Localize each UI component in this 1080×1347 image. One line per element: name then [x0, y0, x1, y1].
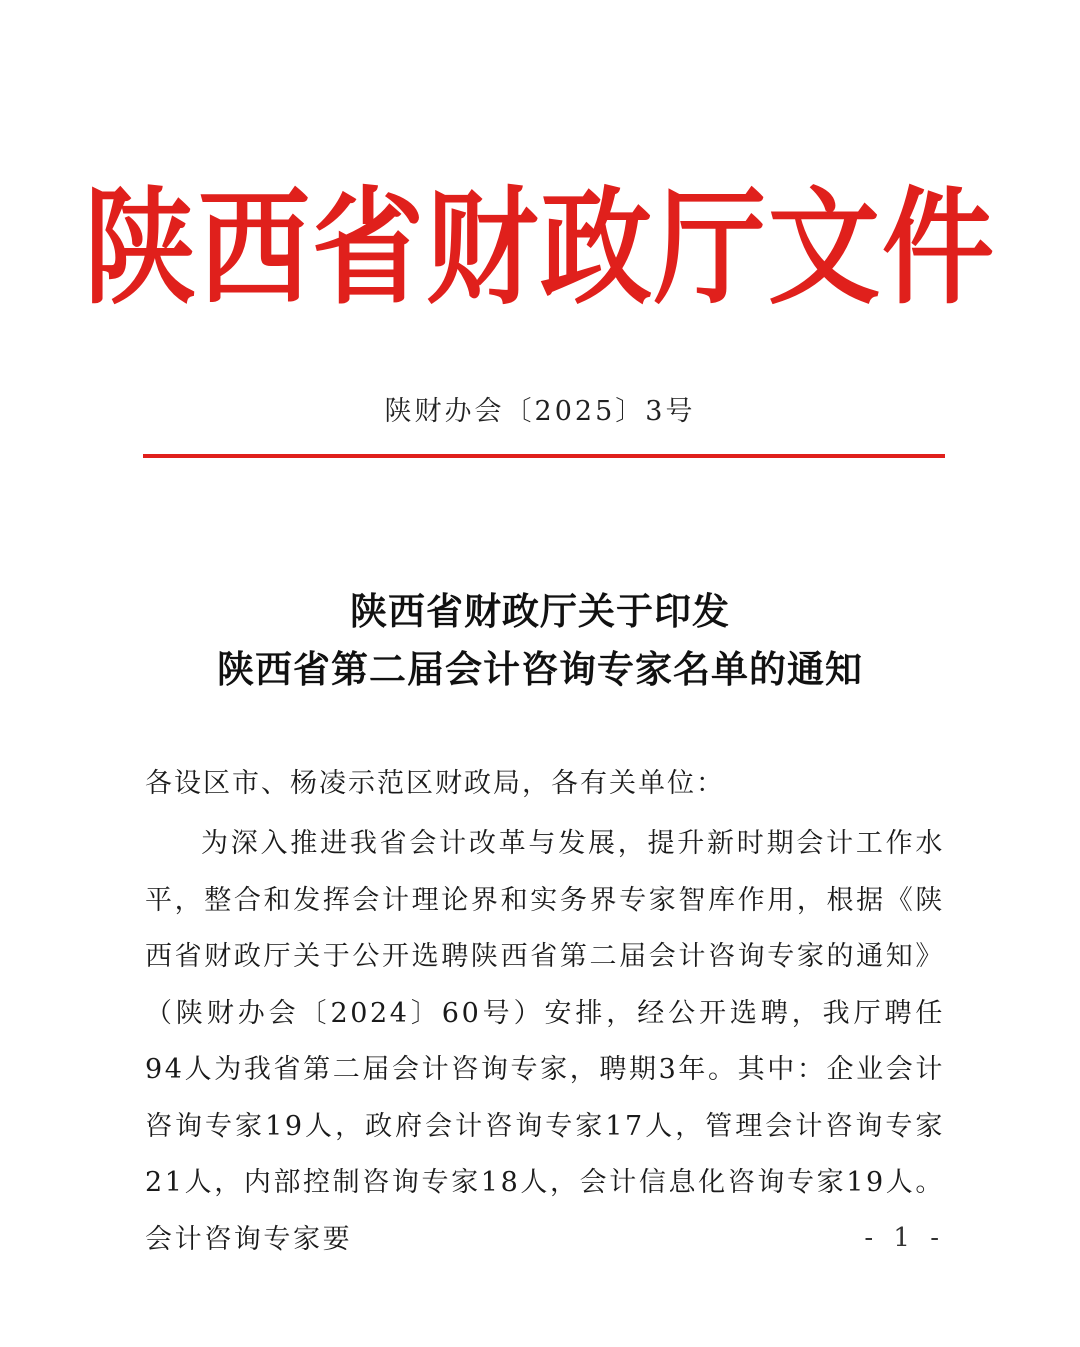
- document-number: 陕财办会〔2025〕3号: [384, 396, 696, 427]
- document-title: [0, 582, 1080, 698]
- document-masthead: 陕西省财政厅文件: [84, 174, 996, 322]
- page-number: - 1 -: [864, 1223, 945, 1253]
- salutation: 各设区市、杨凌示范区财政局，各有关单位：: [145, 768, 725, 799]
- title-line-1: 陕西省财政厅关于印发: [350, 589, 730, 633]
- body-paragraph: 为深入推进我省会计改革与发展，提升新时期会计工作水平，整合和发挥会计理论界和实务界专家智库作用，根据《陕西省财政厅关于公开选聘陕西省第二届会计咨询专家的通知》（陕财办会〔2024〕60号）安排，经公开选聘，我厅聘任94人为我省第二届会计咨询专家，聘期3年。其中：企业会计咨询专家19人，政府会计咨询专家17人，管理会计咨询专家21人，内部控制咨询专家18人，会计信息化咨询专家19人。会计咨询专家要: [145, 828, 945, 1255]
- title-line-2: 陕西省第二届会计咨询专家名单的通知: [217, 647, 863, 691]
- red-divider-line: [143, 454, 945, 458]
